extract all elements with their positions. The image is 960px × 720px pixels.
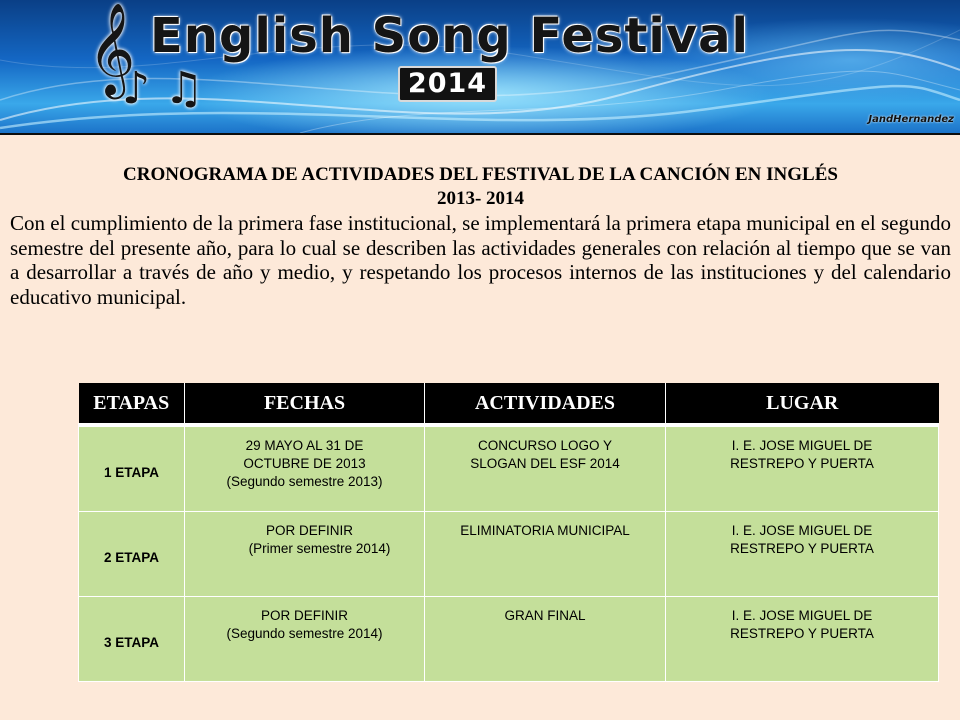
lugar-cell — [666, 425, 939, 512]
fechas-line: (Segundo semestre 2013) — [226, 474, 383, 489]
document-title-line2: 2013- 2014 — [436, 188, 525, 209]
header-actividades: ACTIVIDADES — [425, 383, 666, 425]
fechas-cell — [185, 512, 425, 597]
lugar-cell — [666, 597, 939, 682]
fechas-line: POR DEFINIR — [260, 608, 348, 623]
fechas-line: OCTUBRE DE 2013 — [243, 456, 366, 471]
document-content — [10, 163, 951, 309]
etapa-label: 3 ETAPA — [103, 635, 159, 650]
table-row — [79, 597, 939, 682]
lugar-line: RESTREPO Y PUERTA — [730, 541, 874, 556]
schedule-table — [78, 383, 939, 682]
table-header-row — [79, 383, 939, 425]
header-etapas: ETAPAS — [79, 383, 185, 425]
header-lugar: LUGAR — [666, 383, 939, 425]
etapa-cell — [79, 597, 185, 682]
table-row — [79, 425, 939, 512]
music-notes-icon: ♪ ♫ — [122, 63, 204, 114]
fechas-line: (Segundo semestre 2014) — [226, 626, 383, 641]
fechas-line: POR DEFINIR — [265, 523, 353, 538]
actividad-line: CONCURSO LOGO Y — [477, 438, 613, 453]
banner-year-badge: 2014 — [398, 66, 497, 102]
lugar-line: I. E. JOSE MIGUEL DE — [731, 438, 873, 453]
document-title — [10, 163, 951, 211]
actividad-line: GRAN FINAL — [504, 608, 586, 623]
actividades-cell — [425, 512, 666, 597]
header-fechas: FECHAS — [185, 383, 425, 425]
etapa-cell — [79, 425, 185, 512]
banner-signature: JandHernandez — [868, 114, 954, 125]
actividad-line: SLOGAN DEL ESF 2014 — [470, 456, 620, 471]
document-title-line1: CRONOGRAMA DE ACTIVIDADES DEL FESTIVAL DE LA CANCIÓN EN INGLÉS — [123, 164, 838, 185]
fechas-cell — [185, 597, 425, 682]
fechas-cell — [185, 425, 425, 512]
actividades-cell — [425, 597, 666, 682]
treble-clef-icon: 𝄞 — [88, 2, 136, 95]
banner-divider — [0, 133, 960, 135]
table-row — [79, 512, 939, 597]
lugar-line: I. E. JOSE MIGUEL DE — [731, 608, 873, 623]
document-body-paragraph: Con el cumplimiento de la primera fase institucional, se implementará la primera etapa municipal en el segundo semestre del presente año, para lo cual se describen las actividades generales con relación al tiempo que se van a desarrollar a través de año y medio, y respetando los procesos internos de las instituciones y del calendario educativo municipal. — [10, 211, 951, 309]
banner-title: English Song Festival — [150, 8, 749, 64]
festival-banner — [0, 0, 960, 133]
actividad-line: ELIMINATORIA MUNICIPAL — [460, 523, 630, 538]
actividades-cell — [425, 425, 666, 512]
fechas-line: 29 MAYO AL 31 DE — [245, 438, 364, 453]
etapa-label: 1 ETAPA — [103, 465, 159, 480]
lugar-cell — [666, 512, 939, 597]
fechas-line: (Primer semestre 2014) — [248, 541, 391, 556]
lugar-line: RESTREPO Y PUERTA — [730, 456, 874, 471]
etapa-label: 2 ETAPA — [103, 550, 159, 565]
lugar-line: I. E. JOSE MIGUEL DE — [731, 523, 873, 538]
lugar-line: RESTREPO Y PUERTA — [730, 626, 874, 641]
etapa-cell — [79, 512, 185, 597]
